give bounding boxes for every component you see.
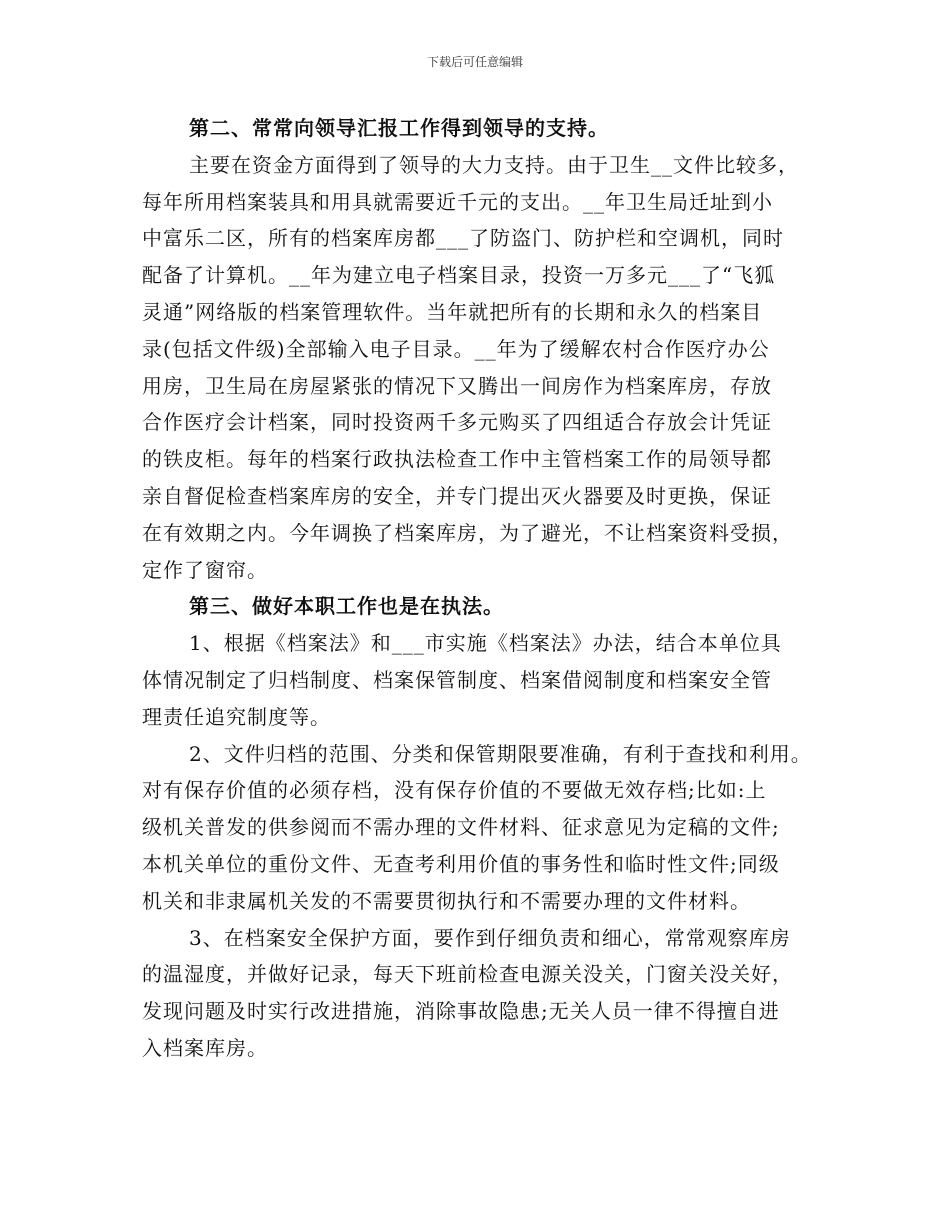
text-line: 2、文件归档的范围、分类和保管期限要准确，有利于查找和利用。 [189,741,812,766]
text-line: 在有效期之内。今年调换了档案库房，为了避光，不让档案资料受损， [142,520,793,545]
text-line: 本机关单位的重份文件、无查考利用价值的事务性和临时性文件;同级 [142,851,780,876]
document-body [142,110,827,1067]
text-line: 发现问题及时实行改进措施，消除事故隐患;无关人员一律不得擅自进 [142,999,780,1024]
text-line: 灵通”网络版的档案管理软件。当年就把所有的长期和永久的档案目 [142,299,763,324]
text-line: 级机关普发的供参阅而不需办理的文件材料、征求意见为定稿的文件; [142,815,780,840]
section-heading: 第三、做好本职工作也是在执法。 [189,594,504,619]
text-line: 定作了窗帘。 [142,557,268,582]
text-line: 入档案库房。 [142,1035,268,1060]
text-line: 理责任追究制度等。 [142,704,331,729]
text-line: 的温湿度，并做好记录，每天下班前检查电源关没关，门窗关没关好， [142,962,793,987]
text-line: 录(包括文件级)全部输入电子目录。__年为了缓解农村合作医疗办公 [142,336,770,361]
text-line: 主要在资金方面得到了领导的大力支持。由于卫生__文件比较多， [189,152,799,177]
text-line: 3、在档案安全保护方面，要作到仔细负责和细心，常常观察库房 [189,925,791,950]
text-line: 1、根据《档案法》和___市实施《档案法》办法，结合本单位具 [189,631,782,656]
text-line: 的铁皮柜。每年的档案行政执法检查工作中主管档案工作的局领导都 [142,447,772,472]
text-line: 机关和非隶属机关发的不需要贯彻执行和不需要办理的文件材料。 [142,888,751,913]
text-line: 体情况制定了归档制度、档案保管制度、档案借阅制度和档案安全管 [142,667,772,692]
text-line: 每年所用档案装具和用具就需要近千元的支出。__年卫生局迁址到小 [142,189,773,214]
text-line: 亲自督促检查档案库房的安全，并专门提出灭火器要及时更换，保证 [142,483,772,508]
text-line: 用房，卫生局在房屋紧张的情况下又腾出一间房作为档案库房，存放 [142,373,772,398]
page-header: 下载后可任意编辑 [426,55,523,69]
text-line: 中富乐二区，所有的档案库房都___了防盗门、防护栏和空调机，同时 [142,226,784,251]
text-line: 合作医疗会计档案，同时投资两千多元购买了四组适合存放会计凭证 [142,410,772,435]
section-heading: 第二、常常向领导汇报工作得到领导的支持。 [189,116,609,140]
text-line: 对有保存价值的必须存档，没有保存价值的不要做无效存档;比如:上 [142,778,767,803]
text-line: 配备了计算机。__年为建立电子档案目录，投资一万多元___了“飞狐 [142,263,776,288]
